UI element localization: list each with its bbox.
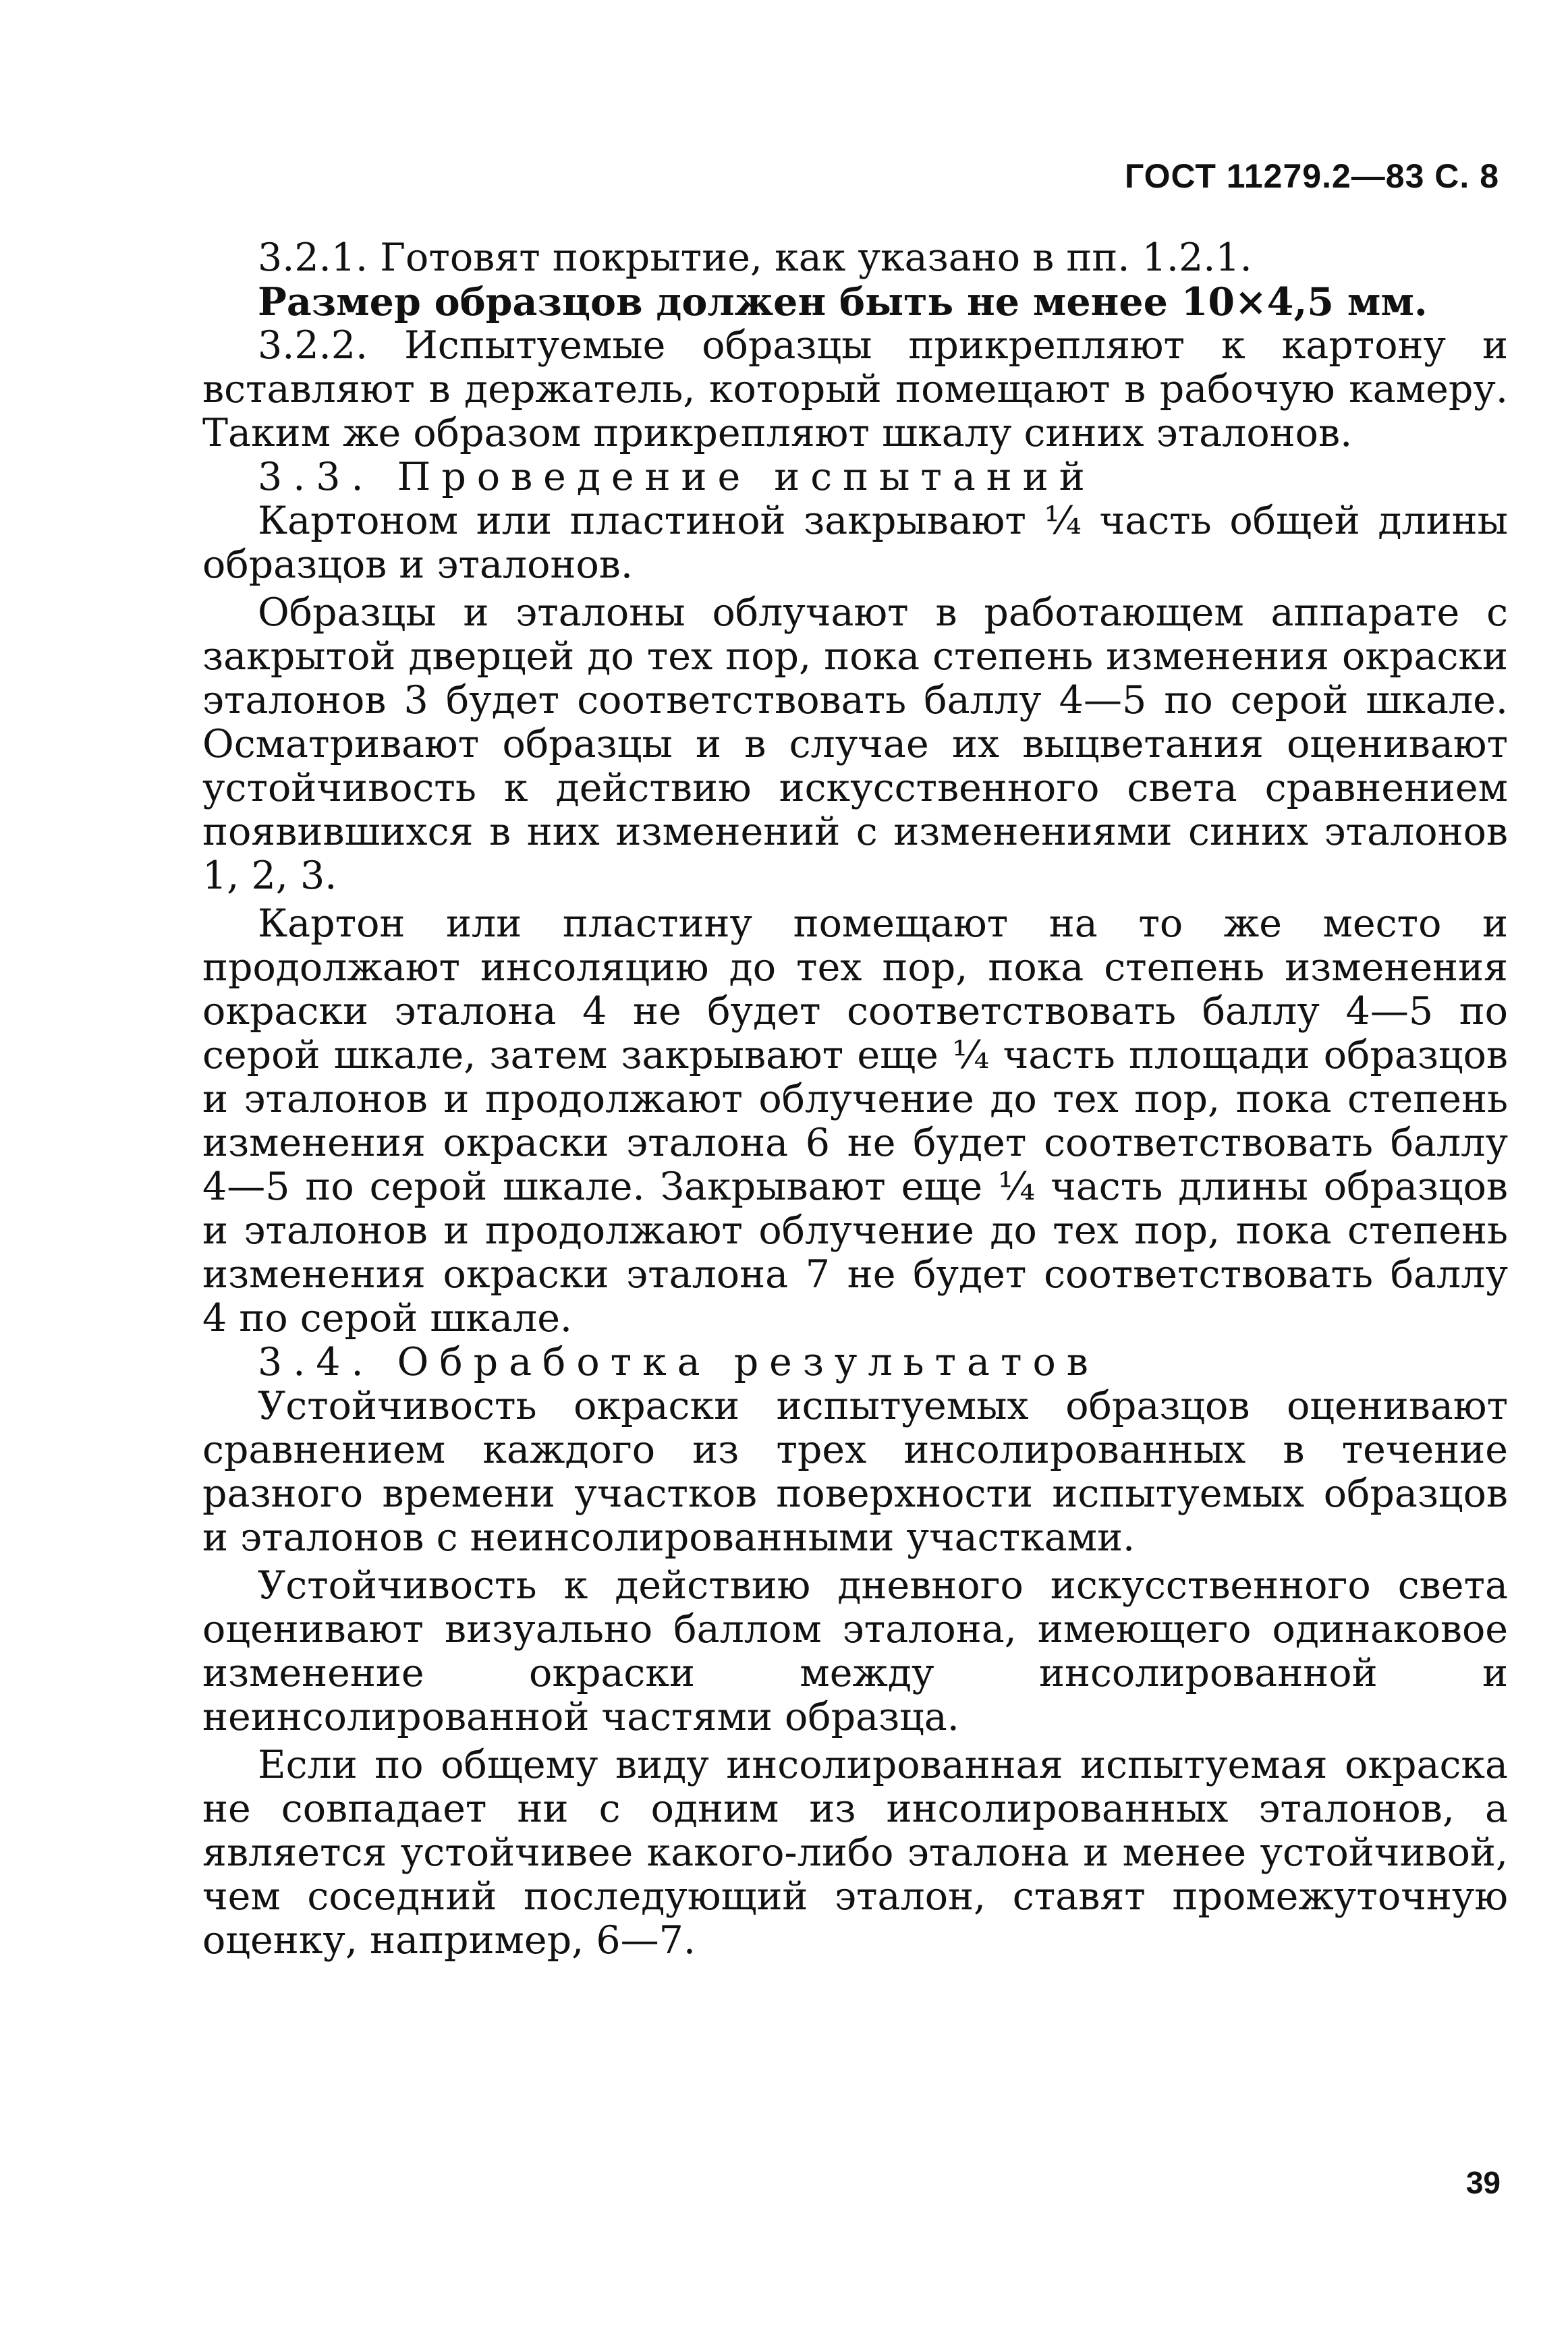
paragraph-insolation: Картон или пластину помещают на то же место и продолжают инсоляцию до тех пор, пока степень изменения окраски эталона 4 не будет соответствовать баллу 4—5 по серой шкале, затем закрывают еще ¼ часть площади образцов и эталонов и продолжают облучение до тех пор, пока степень изменения окраски эталона 6 не будет соответствовать баллу 4—5 по серой шкале. Закрывают еще ¼ часть длины образцов и эталонов и продолжают облучение до тех пор, пока степень изменения окраски эталона 7 не будет соответствовать баллу 4 по серой шкале.: [202, 901, 1508, 1341]
paragraph-evaluation: Устойчивость окраски испытуемых образцов оценивают сравнением каждого из трех инсолированных в течение разного времени участков поверхности испытуемых образцов и эталонов с неинсолированными участками.: [202, 1384, 1508, 1560]
paragraph-intermediate-rating: Если по общему виду инсолированная испытуемая окраска не совпадает ни с одним из инсолированных эталонов, а является устойчивее какого-либо эталона и менее устойчивой, чем соседний последующий эталон, ставят промежуточную оценку, например, 6—7.: [202, 1743, 1508, 1963]
paragraph-daylight-resistance: Устойчивость к действию дневного искусственного света оценивают визуально баллом эталона, имеющего одинаковое изменение окраски между инсолированной и неинсолированной частями образца.: [202, 1563, 1508, 1739]
paragraph-cover-quarter: Картоном или пластиной закрывают ¼ часть общей длины образцов и эталонов.: [202, 499, 1508, 587]
page-number: 39: [1465, 2165, 1501, 2200]
section-heading-3-3: 3.3. Проведение испытаний: [258, 455, 1096, 499]
document-body: [202, 236, 1508, 1963]
paragraph-3-2-1: 3.2.1. Готовят покрытие, как указано в пп. 1.2.1.: [258, 235, 1252, 280]
paragraph-sample-size: Размер образцов должен быть не менее 10×4,5 мм.: [258, 279, 1428, 325]
standard-header: ГОСТ 11279.2—83 С. 8: [1124, 157, 1499, 195]
paragraph-irradiation: Образцы и эталоны облучают в работающем аппарате с закрытой дверцей до тех пор, пока степень изменения окраски эталонов 3 будет соответствовать баллу 4—5 по серой шкале. Осматривают образцы и в случае их выцветания оценивают устойчивость к действию искусственного света сравнением появившихся в них изменений с изменениями синих эталонов 1, 2, 3.: [202, 590, 1508, 898]
paragraph-3-2-2: 3.2.2. Испытуемые образцы прикрепляют к картону и вставляют в держатель, который помещают в рабочую камеру. Таким же образом прикрепляют шкалу синих эталонов.: [202, 323, 1508, 455]
section-heading-3-4: 3.4. Обработка результатов: [258, 1340, 1099, 1384]
